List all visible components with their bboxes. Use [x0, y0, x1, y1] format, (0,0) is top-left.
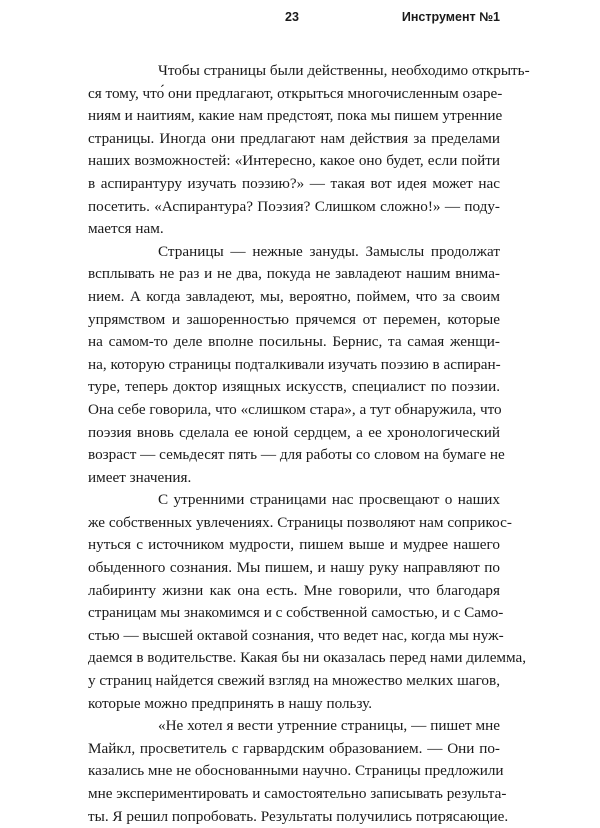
- text-line: ты. Я решил попробовать. Результаты получились потрясающие.: [88, 807, 509, 825]
- text-line: страницам мы знакомимся и с собственной самостью, и с Само-: [88, 604, 504, 622]
- text-line: нуться с источником мудрости, пишем выше и мудрее нашего: [88, 536, 500, 554]
- text-line: поэзия вновь сделала ее юной сердцем, а ее хронологический: [88, 423, 500, 441]
- text-line: имеет значения.: [88, 468, 192, 486]
- text-line: «Не хотел я вести утренние страницы, — пишет мне: [158, 717, 500, 735]
- text-line: наших возможностей: «Интересно, какое оно будет, если пойти: [88, 152, 500, 170]
- text-line: Майкл, просветитель с гарвардским образованием. — Они по-: [88, 739, 500, 757]
- text-line: лабиринту жизни как она есть. Мне говорили, что благодаря: [88, 581, 500, 599]
- text-line: мается нам.: [88, 220, 164, 238]
- text-line: обыденного сознания. Мы пишем, и нашу руку направляют по: [88, 559, 500, 577]
- text-line: даемся в водительстве. Какая бы ни оказалась перед нами дилемма,: [88, 649, 527, 667]
- running-header: [0, 10, 600, 32]
- text-line: возраст — семьдесят пять — для работы со словом на бумаге не: [88, 446, 505, 464]
- page-number: 23: [285, 10, 299, 24]
- text-line: Она себе говорила, что «слишком стара», а тут обнаружила, что: [88, 400, 502, 418]
- text-line: ся тому, что́ они предлагают, открыться многочисленным озаре-: [88, 84, 503, 102]
- text-line: Страницы — нежные зануды. Замыслы продолжат: [158, 242, 500, 260]
- text-line: посетить. «Аспирантура? Поэзия? Слишком сложно!» — поду-: [88, 197, 500, 215]
- text-line: упрямством и зашоренностью прячемся от перемен, которые: [88, 310, 500, 328]
- text-line: у страниц найдется свежий взгляд на множество мелких шагов,: [88, 672, 500, 690]
- text-line: казались мне не обоснованными научно. Страницы предложили: [88, 762, 504, 780]
- section-title: Инструмент №1: [401, 10, 500, 24]
- text-line: же собственных увлечениях. Страницы позволяют нам соприкос-: [88, 513, 512, 531]
- text-line: в аспирантуру изучать поэзию?» — такая вот идея может нас: [88, 174, 500, 192]
- text-line: на самом-то деле вполне посильны. Бернис, та самая женщи-: [88, 333, 500, 351]
- text-line: мне экспериментировать и самостоятельно записывать результа-: [88, 785, 507, 802]
- text-line: стью — высшей октавой сознания, что ведет нас, когда мы нуж-: [88, 626, 504, 644]
- text-line: на, которую страницы подталкивали изучать поэзию в аспиран-: [88, 355, 501, 373]
- text-line: Чтобы страницы были действенны, необходимо открыть-: [158, 62, 530, 79]
- text-line: туре, теперь доктор изящных искусств, специалист по поэзии.: [88, 378, 500, 396]
- body-text: [88, 60, 530, 828]
- text-line: всплывать не раз и не два, покуда не завладеют нашим внима-: [88, 265, 500, 283]
- text-line: которые можно предпринять в нашу пользу.: [88, 694, 373, 712]
- text-line: С утренними страницами нас просвещают о наших: [158, 491, 500, 509]
- text-line: нием. А когда завладеют, мы, вероятно, поймем, что за своим: [88, 287, 500, 305]
- text-line: страницы. Иногда они предлагают нам действия за пределами: [88, 129, 500, 147]
- text-line: ниям и наитиям, какие нам предстоят, пока мы пишем утренние: [88, 107, 503, 125]
